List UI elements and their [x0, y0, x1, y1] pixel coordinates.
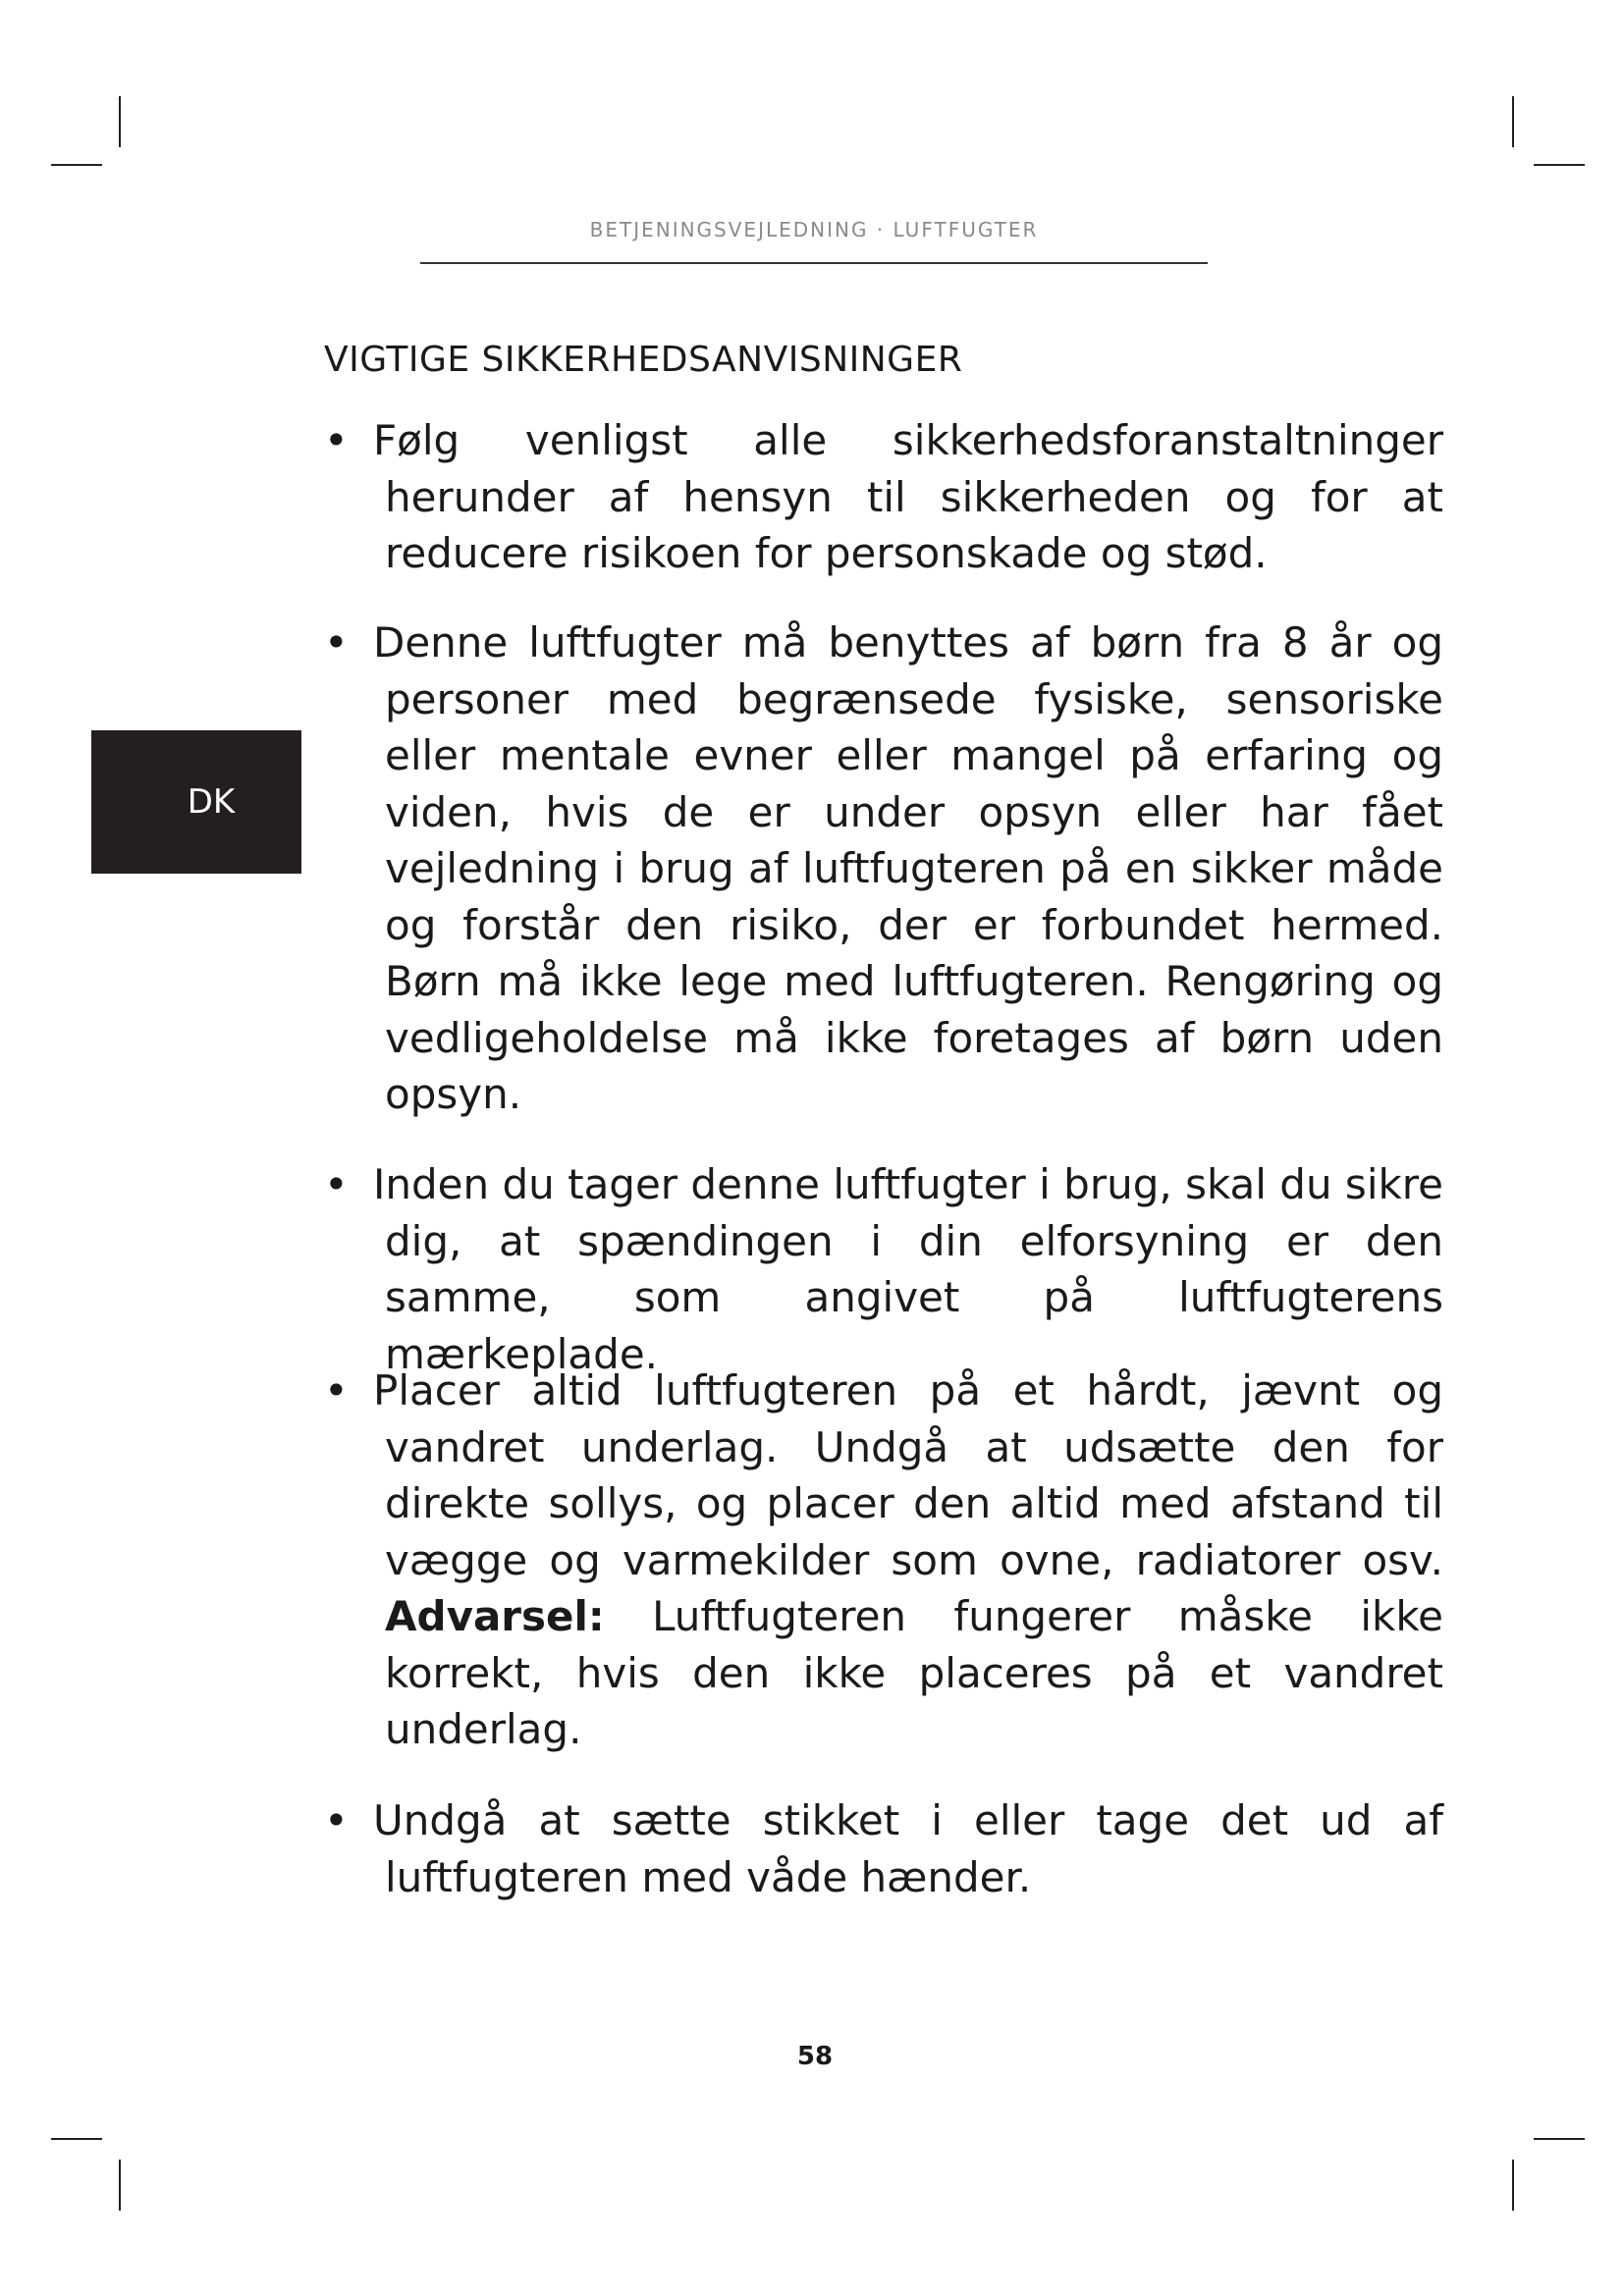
- bullet-text-part: Luftfugteren fungerer måske ikke korrekt, hvis den ikke placeres på et vandret underlag.: [385, 1592, 1443, 1753]
- bullet-text: [373, 1362, 1443, 1758]
- language-tab: [91, 730, 301, 874]
- section-title: VIGTIGE SIKKERHEDSANVISNINGER: [324, 340, 963, 380]
- crop-mark-top-right-vertical: [1512, 96, 1514, 147]
- header-divider: [420, 262, 1208, 264]
- crop-mark-top-right-horizontal: [1534, 164, 1585, 166]
- crop-mark-bottom-right-horizontal: [1534, 2138, 1585, 2140]
- bullet-text: Inden du tager denne luftfugter i brug, skal du sikre dig, at spændingen i din elforsyning er den samme, som angivet på luftfugterens mærkeplade.: [373, 1160, 1443, 1378]
- bullet-text: Denne luftfugter må benyttes af børn fra 8 år og personer med begrænsede fysiske, sensoriske eller mentale evner eller mangel på erfaring og viden, hvis de er under opsyn eller har fået vejledning i brug af luftfugteren på en sikker måde og forstår den risiko, der er forbundet hermed. Børn må ikke lege med luftfugteren. Rengøring og vedligeholdelse må ikke foretages af børn uden opsyn.: [373, 618, 1443, 1118]
- bullet-text: Følg venligst alle sikkerhedsforanstaltninger herunder af hensyn til sikkerheden og for at reducere risikoen for personskade og stød.: [373, 416, 1443, 577]
- language-tab-label: DK: [187, 782, 236, 822]
- bullet-dot: •: [324, 1160, 349, 1208]
- safety-bullet-1: [324, 412, 1443, 582]
- running-header: BETJENINGSVEJLEDNING · LUFTFUGTER: [589, 218, 1039, 241]
- crop-mark-top-left-horizontal: [51, 164, 102, 166]
- safety-bullet-4: [324, 1362, 1443, 1758]
- safety-bullet-3: [324, 1156, 1443, 1382]
- warning-label: Advarsel:: [385, 1592, 605, 1640]
- bullet-dot: •: [324, 1366, 349, 1415]
- crop-mark-bottom-right-vertical: [1512, 2160, 1514, 2211]
- crop-mark-top-left-vertical: [119, 96, 121, 147]
- bullet-dot: •: [324, 416, 349, 464]
- safety-bullet-2: [324, 614, 1443, 1123]
- bullet-dot: •: [324, 618, 349, 667]
- bullet-text-part: Placer altid luftfugteren på et hårdt, jævnt og vandret underlag. Undgå at udsætte den for direkte sollys, og placer den altid med afstand til vægge og varmekilder som ovne, radiatorer osv.: [373, 1366, 1443, 1584]
- page-number: 58: [796, 2042, 834, 2071]
- bullet-dot: •: [324, 1796, 349, 1844]
- bullet-text: Undgå at sætte stikket i eller tage det ud af luftfugteren med våde hænder.: [373, 1796, 1443, 1901]
- crop-mark-bottom-left-vertical: [119, 2160, 121, 2211]
- crop-mark-bottom-left-horizontal: [51, 2138, 102, 2140]
- safety-bullet-5: [324, 1792, 1443, 1905]
